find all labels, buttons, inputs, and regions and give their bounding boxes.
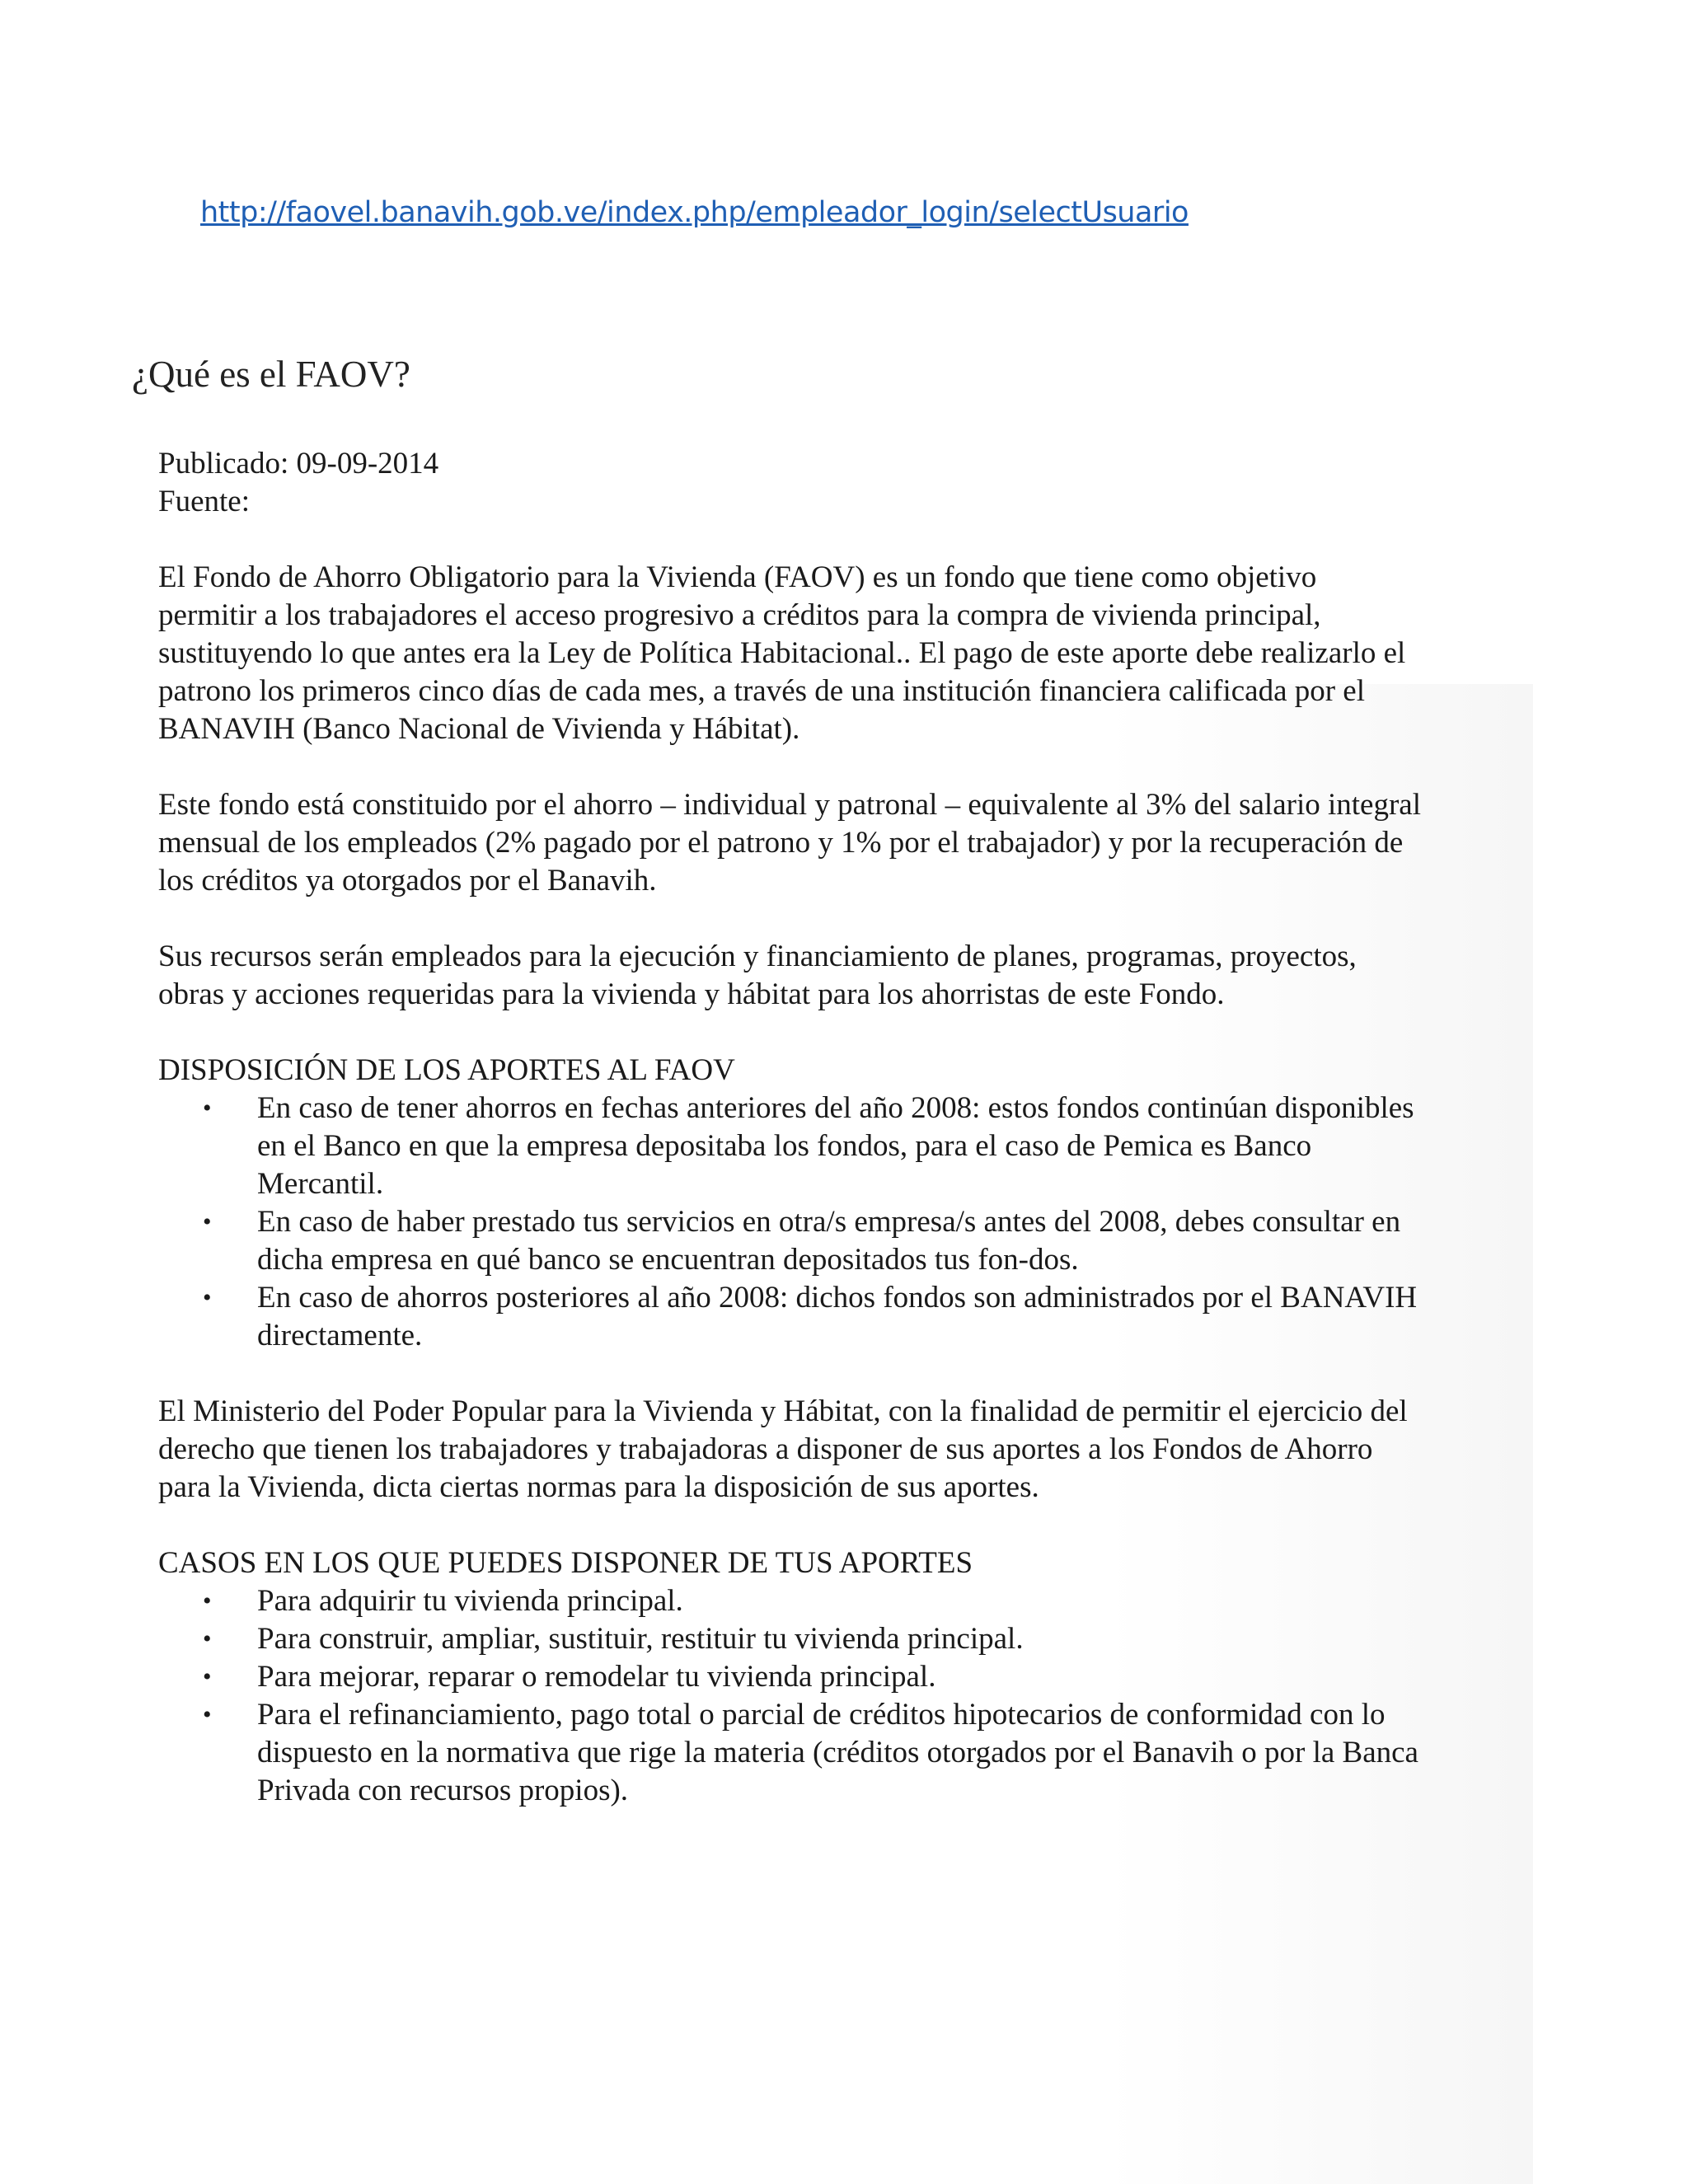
text-line: dicha empresa en qué banco se encuentran depositados tus fon-dos. — [257, 1243, 1079, 1277]
disposicion-list — [158, 1090, 1526, 1355]
list-item — [158, 1696, 1526, 1810]
text-line: En caso de haber prestado tus servicios en otra/s empresa/s antes del 2008, debes consultar en — [257, 1205, 1401, 1239]
text-line: Para adquirir tu vivienda principal. — [257, 1584, 683, 1618]
list-item — [158, 1090, 1526, 1203]
paragraph — [158, 559, 1526, 748]
text-line: El Ministerio del Poder Popular para la Vivienda y Hábitat, con la finalidad de permitir el ejercicio del — [158, 1394, 1408, 1428]
text-line: para la Vivienda, dicta ciertas normas para la disposición de sus aportes. — [158, 1470, 1039, 1504]
section-heading-casos: CASOS EN LOS QUE PUEDES DISPONER DE TUS APORTES — [158, 1546, 973, 1580]
text-line: Privada con recursos propios). — [257, 1774, 629, 1807]
list-item — [158, 1279, 1526, 1355]
list-item — [158, 1582, 1526, 1620]
source-label: Fuente: — [158, 485, 250, 518]
casos-list — [158, 1582, 1526, 1810]
bullet-icon: • — [203, 1587, 212, 1615]
text-line: dispuesto en la normativa que rige la materia (créditos otorgados por el Banavih o por la Banca — [257, 1736, 1418, 1769]
text-line: sustituyendo lo que antes era la Ley de Política Habitacional.. El pago de este aporte debe realizarlo el — [158, 636, 1406, 670]
list-item — [158, 1203, 1526, 1279]
text-line: obras y acciones requeridas para la vivienda y hábitat para los ahorristas de este Fondo. — [158, 977, 1225, 1011]
bullet-icon: • — [203, 1208, 212, 1235]
list-item — [158, 1658, 1526, 1696]
text-line: los créditos ya otorgados por el Banavih. — [158, 864, 657, 898]
text-line: permitir a los trabajadores el acceso progresivo a créditos para la compra de vivienda principal, — [158, 598, 1321, 632]
text-line: Este fondo está constituido por el ahorro – individual y patronal – equivalente al 3% del salario integral — [158, 788, 1421, 822]
faovel-url-link[interactable]: http://faovel.banavih.gob.ve/index.php/empleador_login/selectUsuario — [200, 196, 1189, 229]
text-line: BANAVIH (Banco Nacional de Vivienda y Hábitat). — [158, 712, 800, 746]
text-line: Sus recursos serán empleados para la ejecución y financiamiento de planes, programas, proyectos, — [158, 940, 1357, 973]
article-meta — [158, 445, 1526, 521]
list-item — [158, 1620, 1526, 1658]
page-title: ¿Qué es el FAOV? — [132, 354, 410, 395]
text-line: Para mejorar, reparar o remodelar tu vivienda principal. — [257, 1660, 936, 1694]
text-line: en el Banco en que la empresa depositaba los fondos, para el caso de Pemica es Banco — [257, 1129, 1312, 1163]
bullet-icon: • — [203, 1625, 212, 1652]
text-line: mensual de los empleados (2% pagado por el patrono y 1% por el trabajador) y por la recuperación de — [158, 826, 1404, 860]
bullet-icon: • — [203, 1284, 212, 1311]
text-line: Para el refinanciamiento, pago total o parcial de créditos hipotecarios de conformidad con lo — [257, 1698, 1386, 1732]
article-body — [158, 445, 1526, 1848]
bullet-icon: • — [203, 1701, 212, 1728]
text-line: El Fondo de Ahorro Obligatorio para la Vivienda (FAOV) es un fondo que tiene como objetivo — [158, 560, 1317, 594]
paragraph — [158, 938, 1526, 1014]
paragraph — [158, 786, 1526, 900]
text-line: patrono los primeros cinco días de cada mes, a través de una institución financiera calificada por el — [158, 674, 1366, 708]
bullet-icon: • — [203, 1663, 212, 1690]
text-line: Para construir, ampliar, sustituir, restituir tu vivienda principal. — [257, 1622, 1024, 1656]
text-line: En caso de tener ahorros en fechas anteriores del año 2008: estos fondos continúan disponibles — [257, 1091, 1414, 1125]
bullet-icon: • — [203, 1094, 212, 1122]
text-line: Mercantil. — [257, 1167, 384, 1201]
section-heading-disposicion: DISPOSICIÓN DE LOS APORTES AL FAOV — [158, 1053, 735, 1087]
ministry-paragraph — [158, 1393, 1526, 1507]
text-line: directamente. — [257, 1319, 423, 1352]
text-line: En caso de ahorros posteriores al año 2008: dichos fondos son administrados por el BANAVIH — [257, 1281, 1418, 1315]
published-date: Publicado: 09-09-2014 — [158, 447, 439, 480]
intro-paragraphs — [158, 559, 1526, 1014]
text-line: derecho que tienen los trabajadores y trabajadoras a disponer de sus aportes a los Fondos de Ahorro — [158, 1432, 1373, 1466]
